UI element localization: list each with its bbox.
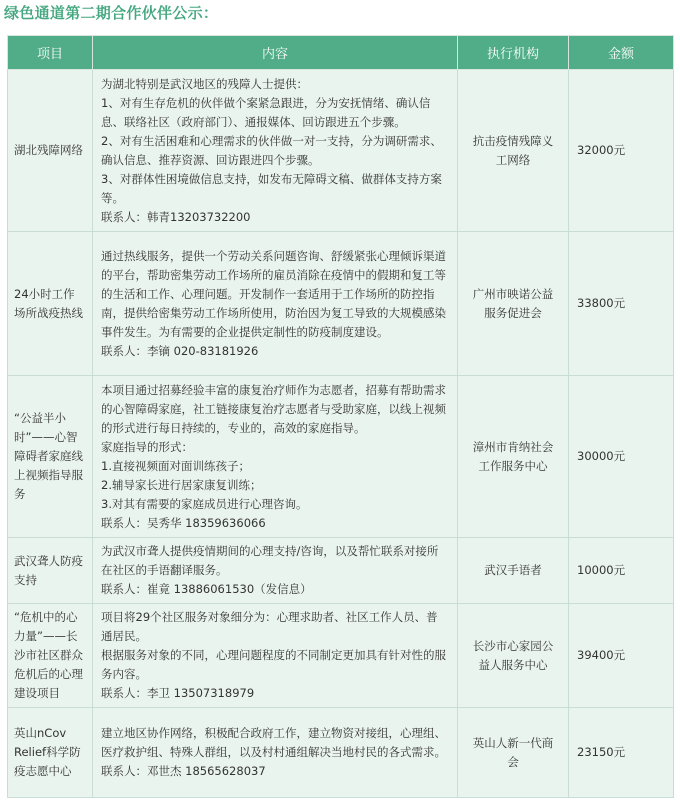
content-line: 3、对群体性困境做信息支持，如发布无障碍文稿、做群体支持方案等。 bbox=[101, 171, 442, 205]
executing-org: 武汉手语者 bbox=[458, 538, 569, 604]
project-content bbox=[93, 232, 458, 376]
amount: 33800元 bbox=[569, 232, 674, 376]
content-line: 项目将29个社区服务对象细分为：心理求助者、社区工作人员、普通居民。 bbox=[101, 610, 438, 643]
executing-org: 漳州市肯纳社会工作服务中心 bbox=[458, 376, 569, 538]
content-line: 1、对有生存危机的伙伴做个案紧急跟进，分为安抚情绪、确认信息、联络社区（政府部门）、通报媒体、回访跟进五个步骤。 bbox=[101, 95, 431, 129]
table-row bbox=[8, 70, 674, 232]
amount: 39400元 bbox=[569, 604, 674, 708]
contact-line: 联系人：韩青13203732200 bbox=[101, 209, 251, 224]
contact-line: 联系人：李卫 13507318979 bbox=[101, 686, 255, 700]
content-line: 建立地区协作网络，积极配合政府工作，建立物资对接组，心理组、医疗救护组、特殊人群组，以及村村通组解决当地村民的各式需求。 bbox=[101, 726, 446, 759]
contact-line: 联系人：李镝 020-83181926 bbox=[101, 343, 259, 358]
project-name: 湖北残障网络 bbox=[8, 70, 93, 232]
contact-line: 联系人：吴秀华 18359636066 bbox=[101, 515, 266, 530]
content-line: 为湖北特别是武汉地区的残障人士提供： bbox=[101, 76, 308, 91]
content-line: 1.直接视频面对面训练孩子； bbox=[101, 458, 250, 473]
project-name: “危机中的心力量”——长沙市社区群众危机后的心理建设项目 bbox=[8, 604, 93, 708]
table-header-row bbox=[8, 36, 674, 70]
project-name: 24小时工作场所战疫热线 bbox=[8, 232, 93, 376]
page-title: 绿色通道第二期合作伙伴公示： bbox=[4, 4, 219, 22]
content-line: 2.辅导家长进行居家康复训练； bbox=[101, 477, 262, 492]
content-line: 根据服务对象的不同，心理问题程度的不同制定更加具有针对性的服务内容。 bbox=[101, 648, 446, 681]
header-org: 执行机构 bbox=[458, 36, 569, 70]
amount: 23150元 bbox=[569, 708, 674, 798]
table-row bbox=[8, 232, 674, 376]
content-line: 2、对有生活困难和心理需求的伙伴做一对一支持，分为调研需求、确认信息、推荐资源、回访跟进四个步骤。 bbox=[101, 133, 442, 167]
table-row bbox=[8, 376, 674, 538]
amount: 30000元 bbox=[569, 376, 674, 538]
executing-org: 抗击疫情残障义工网络 bbox=[458, 70, 569, 232]
table-row bbox=[8, 708, 674, 798]
project-name: 武汉聋人防疫支持 bbox=[8, 538, 93, 604]
content-line: 本项目通过招募经验丰富的康复治疗师作为志愿者，招募有帮助需求的心智障碍家庭，社工链接康复治疗志愿者与受助家庭，以线上视频的形式进行每日持续的，专业的，高效的家庭指导。 bbox=[101, 382, 446, 435]
project-content bbox=[93, 604, 458, 708]
content-line: 家庭指导的形式： bbox=[101, 439, 193, 454]
table-row bbox=[8, 538, 674, 604]
content-line: 3.对其有需要的家庭成员进行心理咨询。 bbox=[101, 496, 308, 511]
partner-table bbox=[7, 35, 674, 798]
project-name: “公益半小时”——心智障碍者家庭线上视频指导服务 bbox=[8, 376, 93, 538]
content-line: 通过热线服务，提供一个劳动关系问题咨询、舒缓紧张心理倾诉渠道的平台，帮助密集劳动工作场所的雇员消除在疫情中的假期和复工等的生活和工作、心理问题。开发制作一套适用于工作场所的防控指南，提供给密集劳动工作场所使用，防治因为复工导致的大规模感染事件发生。为有需要的企业提供定制性的防疫制度建设。 bbox=[101, 248, 446, 339]
executing-org: 广州市映诺公益服务促进会 bbox=[458, 232, 569, 376]
contact-line: 联系人：邓世杰 18565628037 bbox=[101, 764, 266, 778]
project-name: 英山nCov Relief科学防疫志愿中心 bbox=[8, 708, 93, 798]
table-row bbox=[8, 604, 674, 708]
amount: 32000元 bbox=[569, 70, 674, 232]
content-line: 为武汉市聋人提供疫情期间的心理支持/咨询，以及帮忙联系对接所在社区的手语翻译服务。 bbox=[101, 544, 439, 577]
executing-org: 长沙市心家园公益人服务中心 bbox=[458, 604, 569, 708]
header-amount: 金额 bbox=[569, 36, 674, 70]
project-content bbox=[93, 70, 458, 232]
header-content: 内容 bbox=[93, 36, 458, 70]
contact-line: 联系人：崔竟 13886061530（发信息） bbox=[101, 582, 312, 596]
header-project: 项目 bbox=[8, 36, 93, 70]
amount: 10000元 bbox=[569, 538, 674, 604]
executing-org: 英山人新一代商会 bbox=[458, 708, 569, 798]
project-content bbox=[93, 708, 458, 798]
project-content bbox=[93, 376, 458, 538]
project-content bbox=[93, 538, 458, 604]
